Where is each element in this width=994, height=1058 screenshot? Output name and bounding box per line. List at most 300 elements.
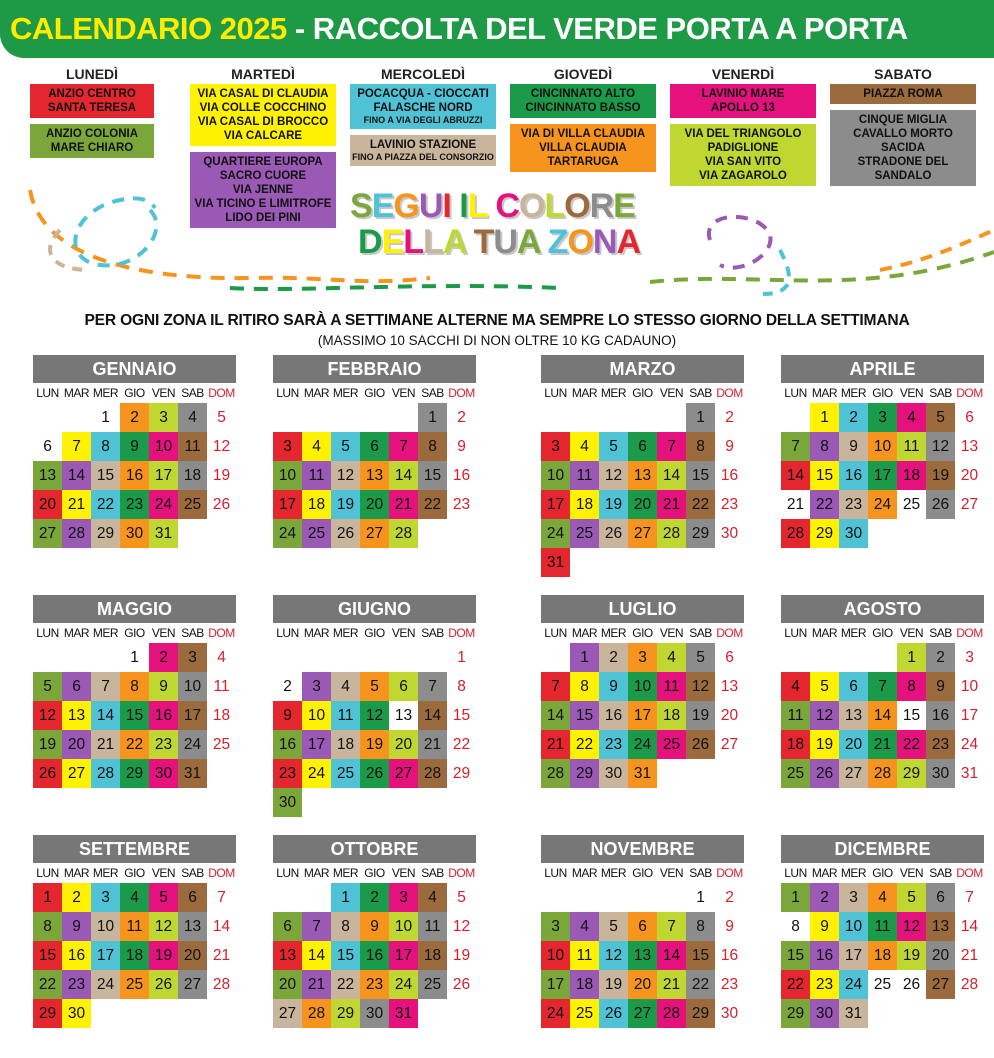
weekday-label: DOM (716, 386, 743, 400)
weekday-label: SAB (929, 626, 952, 640)
calendar-day: 22 (686, 970, 715, 999)
calendar-day: 29 (897, 759, 926, 788)
calendar-day: 4 (570, 912, 599, 941)
calendar-day: 30 (360, 999, 389, 1028)
calendar-day: 2 (839, 403, 868, 432)
swirl-line-right (650, 252, 994, 282)
calendar-day: 1 (570, 643, 599, 672)
weekday-label: MAR (811, 866, 838, 880)
calendar-day: 3 (839, 883, 868, 912)
zone-day-column (510, 64, 656, 178)
weekday-label: GIO (124, 386, 145, 400)
month-name: NOVEMBRE (541, 835, 744, 863)
weekday-label: GIO (124, 626, 145, 640)
weekday-header (273, 624, 483, 643)
calendar-day: 20 (839, 730, 868, 759)
calendar-day: 1 (457, 649, 466, 666)
calendar-day: 29 (331, 999, 360, 1028)
calendar-day: 28 (657, 999, 686, 1028)
calendar-day: 14 (657, 461, 686, 490)
zone-street: QUARTIERE EUROPA (203, 156, 323, 168)
calendar-day: 16 (839, 461, 868, 490)
month-name: GENNAIO (33, 355, 236, 383)
weekday-label: LUN (784, 866, 807, 880)
calendar-day: 12 (897, 912, 926, 941)
calendar-day: 17 (273, 490, 302, 519)
calendar-day: 27 (720, 736, 739, 753)
month-name: DICEMBRE (781, 835, 984, 863)
weekday-label: LUN (276, 626, 299, 640)
calendar-day: 24 (149, 490, 178, 519)
calendar-day: 16 (149, 701, 178, 730)
zone-street: VIA COLLE COCCHINO (199, 102, 327, 114)
month-day-grid (33, 643, 243, 818)
calendar-day: 6 (926, 883, 955, 912)
calendar-day: 29 (91, 519, 120, 548)
zone-street: VIA CASAL DI CLAUDIA (197, 88, 329, 100)
weekday-label: DOM (448, 866, 475, 880)
calendar-day: 7 (781, 432, 810, 461)
collection-limit-note: (MASSIMO 10 SACCHI DI NON OLTRE 10 KG CADAUNO) (317, 333, 677, 348)
weekday-header (781, 864, 991, 883)
calendar-day: 28 (960, 976, 979, 993)
month-calendar (541, 355, 751, 578)
calendar-day: 23 (810, 970, 839, 999)
title-year: CALENDARIO 2025 (10, 11, 287, 46)
calendar-day: 17 (178, 701, 207, 730)
zone-street: CINQUE MIGLIA (858, 114, 948, 126)
calendar-day: 7 (302, 912, 331, 941)
calendar-day: 14 (868, 701, 897, 730)
calendar-day: 3 (149, 403, 178, 432)
calendar-day: 2 (360, 883, 389, 912)
calendar-day: 16 (452, 467, 471, 484)
calendar-day: 3 (389, 883, 418, 912)
calendar-day: 17 (868, 461, 897, 490)
weekday-label: LUN (36, 626, 59, 640)
zone-street: ANZIO COLONIA (46, 128, 138, 140)
zone-block (830, 84, 976, 104)
month-calendar (541, 595, 751, 818)
calendar-day: 11 (213, 678, 230, 695)
weekday-label: VEN (391, 866, 416, 880)
calendar-day: 2 (149, 643, 178, 672)
calendar-day: 14 (302, 941, 331, 970)
calendar-day: 6 (965, 409, 974, 426)
weekday-label: DOM (208, 386, 235, 400)
zone-street: PADIGLIONE (707, 142, 779, 154)
calendar-day: 19 (686, 701, 715, 730)
zone-block (510, 84, 656, 118)
calendar-day: 9 (725, 918, 734, 935)
calendar-day: 10 (868, 432, 897, 461)
calendar-day: 12 (810, 701, 839, 730)
calendar-day: 7 (965, 889, 974, 906)
calendar-day: 16 (720, 947, 739, 964)
zone-day-name: SABATO (874, 66, 932, 82)
zone-block (30, 124, 154, 158)
calendar-day: 21 (657, 490, 686, 519)
calendar-day: 8 (418, 432, 447, 461)
weekday-label: VEN (151, 866, 176, 880)
calendar-day: 31 (839, 999, 868, 1028)
calendar-day: 21 (418, 730, 447, 759)
calendar-day: 15 (686, 461, 715, 490)
calendar-day: 6 (725, 649, 734, 666)
weekday-label: GIO (872, 626, 893, 640)
calendar-day: 21 (657, 970, 686, 999)
calendar-day: 30 (810, 999, 839, 1028)
calendar-day: 17 (839, 941, 868, 970)
calendar-day: 19 (926, 461, 955, 490)
calendar-day: 3 (91, 883, 120, 912)
calendar-day: 20 (926, 941, 955, 970)
calendar-day: 8 (331, 912, 360, 941)
calendar-day: 11 (897, 432, 926, 461)
calendar-day: 29 (452, 765, 471, 782)
calendar-day: 23 (599, 730, 628, 759)
calendar-day: 9 (725, 438, 734, 455)
calendar-day: 12 (212, 438, 231, 455)
weekday-label: LUN (36, 866, 59, 880)
calendar-day: 30 (599, 759, 628, 788)
weekday-label: MER (600, 626, 627, 640)
calendar-day: 18 (897, 461, 926, 490)
calendar-day: 22 (91, 490, 120, 519)
weekday-label: SAB (421, 626, 444, 640)
weekday-label: MER (600, 866, 627, 880)
calendar-day: 4 (120, 883, 149, 912)
calendar-day: 11 (570, 941, 599, 970)
weekday-label: MAR (571, 626, 598, 640)
calendar-day: 25 (902, 496, 921, 513)
weekday-label: LUN (784, 626, 807, 640)
calendar-day: 30 (720, 1005, 739, 1022)
calendar-day: 25 (570, 999, 599, 1028)
weekday-header (33, 624, 243, 643)
calendar-day: 17 (91, 941, 120, 970)
zone-day-name: MARTEDÌ (231, 66, 295, 82)
calendar-day: 27 (628, 519, 657, 548)
month-day-grid (273, 643, 483, 818)
zone-day-column (350, 64, 496, 172)
swirl-line-mid (230, 286, 560, 289)
calendar-day: 30 (149, 759, 178, 788)
zone-street: ANZIO CENTRO (48, 88, 136, 100)
calendar-day: 10 (149, 432, 178, 461)
calendar-day: 13 (926, 912, 955, 941)
zone-street: VIA SAN VITO (704, 156, 782, 168)
calendar-day: 6 (839, 672, 868, 701)
zone-street: LAVINIO STAZIONE (369, 139, 477, 151)
zone-street: CINCINNATO ALTO (530, 88, 636, 100)
month-calendar (781, 355, 991, 578)
weekday-label: MAR (811, 386, 838, 400)
calendar-day: 28 (781, 519, 810, 548)
calendar-day: 7 (868, 672, 897, 701)
zone-street-note: FINO A PIAZZA DEL CONSORZIO (352, 152, 494, 162)
zone-street: VIA CALCARE (223, 130, 303, 142)
calendar-day: 27 (389, 759, 418, 788)
calendar-day: 23 (273, 759, 302, 788)
calendar-day: 9 (599, 672, 628, 701)
calendar-day: 21 (302, 970, 331, 999)
calendar-day: 3 (541, 912, 570, 941)
calendar-day: 5 (217, 409, 226, 426)
calendar-day: 24 (839, 970, 868, 999)
calendar-day: 26 (810, 759, 839, 788)
calendar-day: 4 (418, 883, 447, 912)
calendar-day: 15 (810, 461, 839, 490)
month-day-grid (273, 403, 483, 578)
calendar-day: 20 (360, 490, 389, 519)
weekday-label: MER (92, 626, 119, 640)
weekday-label: DOM (956, 386, 983, 400)
calendar-day: 8 (686, 432, 715, 461)
calendar-day: 9 (810, 912, 839, 941)
calendar-day: 30 (120, 519, 149, 548)
calendar-day: 10 (178, 672, 207, 701)
calendar-day: 8 (791, 918, 800, 935)
weekday-label: SAB (421, 866, 444, 880)
month-calendar (781, 595, 991, 818)
calendar-day: 14 (91, 701, 120, 730)
zone-street: LAVINIO MARE (701, 88, 785, 100)
calendar-day: 20 (720, 707, 739, 724)
calendar-day: 28 (657, 519, 686, 548)
calendar-day: 26 (33, 759, 62, 788)
calendar-day: 11 (418, 912, 447, 941)
weekday-label: GIO (364, 866, 385, 880)
calendar-day: 25 (570, 519, 599, 548)
calendar-day: 22 (781, 970, 810, 999)
calendar-day: 21 (868, 730, 897, 759)
calendar-day: 16 (62, 941, 91, 970)
calendar-day: 11 (302, 461, 331, 490)
zone-street: CINCINNATO BASSO (525, 102, 641, 114)
month-day-grid (781, 883, 991, 1058)
calendar-day: 28 (62, 519, 91, 548)
calendar-day: 23 (926, 730, 955, 759)
calendar-day: 13 (273, 941, 302, 970)
weekday-header (273, 864, 483, 883)
weekday-label: GIO (364, 386, 385, 400)
calendar-day: 21 (786, 496, 805, 513)
calendar-day: 1 (897, 643, 926, 672)
zone-street: TARTARUGA (547, 156, 619, 168)
calendar-day: 22 (897, 730, 926, 759)
calendar-day: 9 (62, 912, 91, 941)
calendar-day: 8 (686, 912, 715, 941)
calendar-day: 24 (302, 759, 331, 788)
calendar-day: 9 (360, 912, 389, 941)
calendar-day: 1 (418, 403, 447, 432)
calendar-day: 5 (599, 912, 628, 941)
calendar-day: 16 (810, 941, 839, 970)
calendar-day: 1 (101, 409, 110, 426)
calendar-day: 1 (696, 889, 705, 906)
calendar-day: 25 (418, 970, 447, 999)
calendar-day: 22 (418, 490, 447, 519)
weekday-label: MER (332, 386, 359, 400)
zone-street: SACRO CUORE (219, 170, 307, 182)
weekday-label: MAR (571, 386, 598, 400)
calendar-day: 9 (839, 432, 868, 461)
calendar-day: 19 (360, 730, 389, 759)
calendar-day: 18 (212, 707, 231, 724)
zone-block (510, 124, 656, 172)
zone-street: STRADONE DEL SANDALO (857, 156, 949, 182)
calendar-day: 11 (178, 432, 207, 461)
calendar-day: 10 (91, 912, 120, 941)
calendar-day: 27 (360, 519, 389, 548)
zone-day-column (30, 64, 154, 164)
calendar-day: 19 (331, 490, 360, 519)
calendar-day: 21 (62, 490, 91, 519)
calendar-day: 22 (33, 970, 62, 999)
calendar-day: 30 (62, 999, 91, 1028)
calendar-day: 20 (62, 730, 91, 759)
zone-day-name: GIOVEDÌ (553, 66, 613, 82)
calendar-day: 16 (599, 701, 628, 730)
weekday-label: MAR (571, 866, 598, 880)
calendar-day: 2 (120, 403, 149, 432)
calendar-day: 24 (541, 999, 570, 1028)
calendar-day: 6 (389, 672, 418, 701)
calendar-day: 13 (360, 461, 389, 490)
weekday-label: LUN (276, 386, 299, 400)
calendar-day: 10 (960, 678, 979, 695)
header-banner (0, 0, 994, 58)
calendar-day: 27 (926, 970, 955, 999)
weekday-header (541, 384, 751, 403)
calendar-day: 13 (960, 438, 979, 455)
calendar-day: 22 (120, 730, 149, 759)
calendar-day: 3 (868, 403, 897, 432)
calendar-day: 2 (725, 409, 734, 426)
calendar-day: 4 (331, 672, 360, 701)
weekday-label: MER (332, 626, 359, 640)
calendar-day: 3 (273, 432, 302, 461)
zone-block (190, 84, 336, 146)
calendar-day: 21 (91, 730, 120, 759)
calendar-day: 29 (810, 519, 839, 548)
calendar-day: 12 (599, 461, 628, 490)
calendar-day: 25 (873, 976, 892, 993)
calendar-day: 6 (62, 672, 91, 701)
calendar-day: 26 (902, 976, 921, 993)
weekday-label: MAR (303, 386, 330, 400)
weekday-label: MAR (63, 386, 90, 400)
calendar-day: 4 (302, 432, 331, 461)
calendar-day: 2 (283, 678, 292, 695)
calendar-day: 8 (120, 672, 149, 701)
calendar-day: 7 (389, 432, 418, 461)
weekday-label: SAB (929, 386, 952, 400)
calendar-day: 7 (657, 912, 686, 941)
month-calendar (273, 355, 483, 578)
calendar-day: 16 (360, 941, 389, 970)
month-calendar (33, 835, 243, 1058)
calendar-day: 28 (91, 759, 120, 788)
calendar-day: 10 (389, 912, 418, 941)
calendar-day: 5 (686, 643, 715, 672)
calendar-day: 25 (120, 970, 149, 999)
zone-block (670, 84, 816, 118)
calendar-day: 20 (33, 490, 62, 519)
calendar-day: 15 (570, 701, 599, 730)
calendar-day: 6 (628, 912, 657, 941)
calendar-day: 21 (212, 947, 231, 964)
calendar-day: 22 (452, 736, 471, 753)
weekday-header (541, 864, 751, 883)
calendar-day: 15 (33, 941, 62, 970)
zone-day-name: LUNEDÌ (65, 66, 119, 82)
calendar-day: 11 (868, 912, 897, 941)
calendar-day: 19 (212, 467, 231, 484)
month-day-grid (33, 883, 243, 1058)
calendar-day: 11 (781, 701, 810, 730)
weekday-header (781, 384, 991, 403)
calendar-day: 17 (302, 730, 331, 759)
calendar-day: 18 (781, 730, 810, 759)
weekday-label: SAB (689, 626, 712, 640)
calendar-day: 19 (599, 490, 628, 519)
calendar-day: 4 (868, 883, 897, 912)
calendar-day: 17 (389, 941, 418, 970)
calendar-day: 13 (178, 912, 207, 941)
weekday-label: VEN (659, 626, 684, 640)
calendar-day: 30 (720, 525, 739, 542)
calendar-day: 30 (926, 759, 955, 788)
calendar-day: 23 (360, 970, 389, 999)
calendar-day: 4 (781, 672, 810, 701)
calendar-day: 26 (212, 496, 231, 513)
weekday-label: GIO (632, 626, 653, 640)
calendar-day: 8 (33, 912, 62, 941)
zone-street: LIDO DEI PINI (225, 212, 301, 224)
calendar-day: 10 (302, 701, 331, 730)
calendar-day: 15 (452, 707, 471, 724)
month-calendar (273, 835, 483, 1058)
calendar-day: 22 (686, 490, 715, 519)
calendar-day: 14 (960, 918, 979, 935)
slogan (350, 188, 650, 260)
weekday-label: LUN (36, 386, 59, 400)
calendar-day: 23 (120, 490, 149, 519)
calendar-day: 5 (599, 432, 628, 461)
calendar-day: 10 (839, 912, 868, 941)
calendar-day: 26 (599, 519, 628, 548)
calendar-day: 1 (686, 403, 715, 432)
collection-rule-headline: PER OGNI ZONA IL RITIRO SARÀ A SETTIMANE ALTERNE MA SEMPRE LO STESSO GIORNO DELLA SETTIMANA (84, 312, 910, 329)
calendar-day: 4 (178, 403, 207, 432)
calendar-day: 9 (273, 701, 302, 730)
calendar-day: 10 (628, 672, 657, 701)
month-name: OTTOBRE (273, 835, 476, 863)
calendar-day: 17 (628, 701, 657, 730)
weekday-label: VEN (659, 866, 684, 880)
calendar-day: 15 (91, 461, 120, 490)
zone-block (30, 84, 154, 118)
calendar-day: 15 (781, 941, 810, 970)
zone-street: SANTA TERESA (47, 102, 137, 114)
calendar-day: 9 (926, 672, 955, 701)
calendar-day: 14 (657, 941, 686, 970)
calendar-day: 16 (926, 701, 955, 730)
month-day-grid (541, 403, 751, 578)
weekday-header (273, 384, 483, 403)
